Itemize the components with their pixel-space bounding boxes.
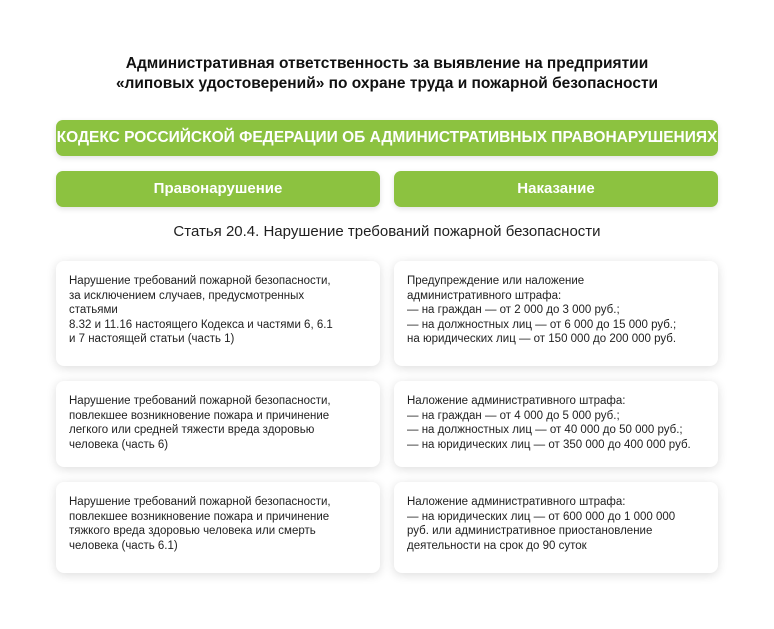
page-title-line-1: Административная ответственность за выявление на предприятии <box>125 55 649 72</box>
offense-text-line: Нарушение требований пожарной безопасности, <box>69 395 331 407</box>
penalty-text-line: деятельности на срок до 90 суток <box>407 539 587 552</box>
penalty-text-line: на юридических лиц — от 150 000 до 200 000 руб. <box>407 333 677 345</box>
penalty-text-line: — на должностных лиц — от 40 000 до 50 000 руб.; <box>407 424 683 436</box>
offense-text-line: человека (часть 6.1) <box>69 539 178 552</box>
offense-text-line: человека (часть 6) <box>69 438 169 451</box>
penalty-text-line: административного штрафа: <box>407 289 562 302</box>
code-banner: КОДЕКС РОССИЙСКОЙ ФЕДЕРАЦИИ ОБ АДМИНИСТРАТИВНЫХ ПРАВОНАРУШЕНИЯХ <box>56 120 718 156</box>
penalty-card-1 <box>394 261 718 366</box>
offense-card-1 <box>56 261 380 366</box>
page-title-line-2: «липовых удостоверений» по охране труда и пожарной безопасности <box>115 75 659 92</box>
offense-text-line: легкого или средней тяжести вреда здоровью <box>69 424 315 436</box>
penalty-text-line: Наложение административного штрафа: <box>407 496 626 508</box>
penalty-card-2 <box>394 381 718 467</box>
penalty-text-line: руб. или административное приостановление <box>407 525 653 537</box>
offense-column-header: Правонарушение <box>56 171 380 207</box>
penalty-text-line: — на юридических лиц — от 600 000 до 1 000 000 <box>407 510 676 523</box>
offense-text-line: 8.32 и 11.16 настоящего Кодекса и частями 6, 6.1 <box>69 318 333 331</box>
penalty-column-header: Наказание <box>394 171 718 207</box>
penalty-card-3 <box>394 482 718 573</box>
penalty-text-line: — на граждан — от 4 000 до 5 000 руб.; <box>407 409 620 422</box>
article-heading: Статья 20.4. Нарушение требований пожарной безопасности <box>173 223 601 240</box>
offense-text-line: Нарушение требований пожарной безопасности, <box>69 496 331 508</box>
offense-card-2 <box>56 381 380 467</box>
penalty-text-line: Предупреждение или наложение <box>407 275 585 287</box>
page-title <box>0 54 774 94</box>
offense-card-3 <box>56 482 380 573</box>
penalty-text-line: — на юридических лиц — от 350 000 до 400 000 руб. <box>407 438 691 451</box>
offense-text-line: статьями <box>69 304 118 316</box>
offense-text-line: повлекшее возникновение пожара и причинение <box>69 409 330 422</box>
offense-text-line: повлекшее возникновение пожара и причинение <box>69 510 330 523</box>
penalty-text-line: — на граждан — от 2 000 до 3 000 руб.; <box>407 304 620 316</box>
offense-text-line: тяжкого вреда здоровью человека или смерть <box>69 525 316 537</box>
penalty-text-line: Наложение административного штрафа: <box>407 395 626 407</box>
offense-text-line: Нарушение требований пожарной безопасности, <box>69 275 331 287</box>
offense-text-line: за исключением случаев, предусмотренных <box>69 289 305 302</box>
offense-text-line: и 7 настоящей статьи (часть 1) <box>69 333 235 345</box>
penalty-text-line: — на должностных лиц — от 6 000 до 15 000 руб.; <box>407 318 677 331</box>
